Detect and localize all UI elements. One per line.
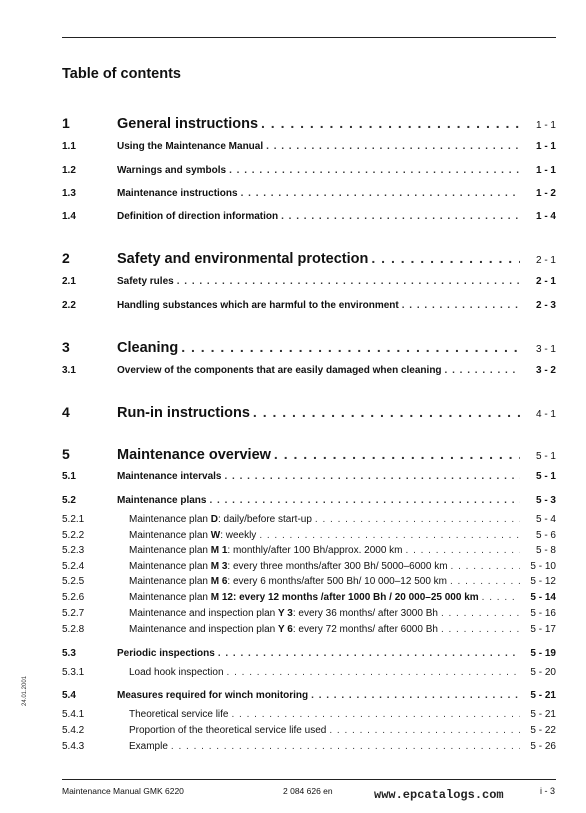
toc-entry[interactable] bbox=[62, 592, 556, 603]
toc-entry[interactable] bbox=[62, 648, 556, 659]
toc-entry-page: 1 - 1 bbox=[535, 165, 556, 176]
toc-entry-number: 1.4 bbox=[62, 211, 76, 222]
toc-leader-dots bbox=[178, 339, 520, 355]
toc-entry-title-detail: : every 6 months/after 500 Bh/ 10 000–12 500 km bbox=[227, 576, 447, 587]
toc-entry-title bbox=[129, 624, 438, 635]
toc-entry-number: 5.4.2 bbox=[62, 725, 85, 736]
toc-entry-number: 5 bbox=[62, 446, 70, 462]
toc-entry-page: 5 - 10 bbox=[530, 561, 556, 572]
toc-entry-title: Safety and environmental protection bbox=[117, 251, 369, 267]
toc-leader-dots bbox=[215, 648, 520, 659]
toc-leader-dots bbox=[256, 530, 520, 541]
toc-entry[interactable] bbox=[62, 624, 556, 635]
toc-entry-title: Run-in instructions bbox=[117, 405, 250, 421]
toc-entry-number: 3 bbox=[62, 339, 70, 355]
toc-entry-number: 5.3 bbox=[62, 648, 76, 659]
toc-entry-page: 1 - 1 bbox=[535, 141, 556, 152]
toc-entry-title-text: Maintenance plan bbox=[129, 592, 211, 603]
toc-leader-dots bbox=[174, 276, 520, 287]
toc-entry-number: 4 bbox=[62, 404, 70, 420]
toc-leader-dots bbox=[168, 741, 520, 752]
toc-entry-title-text: Maintenance and inspection plan bbox=[129, 608, 278, 619]
toc-entry-number: 3.1 bbox=[62, 365, 76, 376]
toc-entry[interactable] bbox=[62, 276, 556, 287]
toc-entry-page: 2 - 1 bbox=[535, 255, 556, 266]
toc-entry-title: Definition of direction information bbox=[117, 211, 279, 222]
toc-entry-title-text: Maintenance and inspection plan bbox=[129, 624, 278, 635]
toc-entry-title: Warnings and symbols bbox=[117, 165, 227, 176]
toc-entry[interactable] bbox=[62, 115, 556, 132]
toc-entry[interactable] bbox=[62, 339, 556, 356]
toc-leader-dots bbox=[447, 576, 520, 587]
toc-entry-title bbox=[129, 576, 447, 587]
toc-entry-title: Measures required for winch monitoring bbox=[117, 690, 309, 701]
toc-entry-number: 5.4.3 bbox=[62, 741, 85, 752]
toc-entry[interactable] bbox=[62, 741, 556, 752]
toc-entry-title: Maintenance instructions bbox=[117, 188, 238, 199]
toc-entry-number: 5.2.5 bbox=[62, 576, 85, 587]
toc-entry-title bbox=[129, 608, 438, 619]
toc-entry-number: 5.2.2 bbox=[62, 530, 85, 541]
toc-entry[interactable] bbox=[62, 404, 556, 421]
toc-entry[interactable] bbox=[62, 471, 556, 482]
toc-entry-plan-code: Y 6 bbox=[278, 624, 293, 635]
toc-entry-page: 5 - 21 bbox=[530, 690, 556, 701]
toc-entry-title bbox=[129, 725, 326, 736]
toc-entry-page: 5 - 20 bbox=[530, 667, 556, 678]
toc-entry-number: 5.2.1 bbox=[62, 514, 85, 525]
toc-entry-title-detail: : monthly/after 100 Bh/approx. 2000 km bbox=[227, 545, 403, 556]
toc-entry-plan-code: M 1 bbox=[210, 545, 228, 556]
toc-leader-dots bbox=[206, 495, 520, 506]
toc-entry-page: 1 - 2 bbox=[535, 188, 556, 199]
toc-entry-title bbox=[129, 545, 403, 556]
toc-entry-plan-code: D bbox=[210, 514, 218, 525]
toc-entry-title-text: Maintenance plan bbox=[129, 530, 211, 541]
toc-entry-page: 2 - 3 bbox=[535, 300, 556, 311]
toc-entry[interactable] bbox=[62, 667, 556, 678]
toc-entry[interactable] bbox=[62, 709, 556, 720]
toc-entry-title: Periodic inspections bbox=[117, 648, 215, 659]
toc-entry-page: 3 - 2 bbox=[535, 365, 556, 376]
toc-leader-dots bbox=[263, 141, 520, 152]
toc-entry-title: General instructions bbox=[117, 116, 259, 132]
toc-entry-number: 5.2.7 bbox=[62, 608, 85, 619]
toc-entry-title bbox=[129, 514, 312, 525]
toc-entry-number: 5.3.1 bbox=[62, 667, 85, 678]
toc-leader-dots bbox=[278, 211, 520, 222]
toc-entry[interactable] bbox=[62, 530, 556, 541]
toc-leader-dots bbox=[438, 624, 520, 635]
toc-entry-title-text: Maintenance plan bbox=[129, 561, 211, 572]
toc-entry[interactable] bbox=[62, 725, 556, 736]
toc-entry-title: Maintenance plans bbox=[117, 495, 207, 506]
toc-entry-title bbox=[129, 530, 256, 541]
toc-leader-dots bbox=[479, 592, 520, 603]
side-date: 24.01.2001 bbox=[22, 675, 28, 706]
toc-entry-title: Cleaning bbox=[117, 340, 179, 356]
toc-entry[interactable] bbox=[62, 446, 556, 463]
toc-entry-page: 3 - 1 bbox=[535, 344, 556, 355]
toc-entry[interactable] bbox=[62, 365, 556, 376]
toc-leader-dots bbox=[403, 545, 520, 556]
footer-doc-number: 2 084 626 en bbox=[283, 786, 333, 796]
toc-entry-title: Maintenance overview bbox=[117, 447, 271, 463]
toc-leader-dots bbox=[228, 709, 520, 720]
toc-entry-page: 5 - 3 bbox=[535, 495, 556, 506]
toc-entry-title: Maintenance intervals bbox=[117, 471, 222, 482]
toc-leader-dots bbox=[442, 365, 520, 376]
toc-entry-page: 1 - 1 bbox=[535, 120, 556, 131]
toc-entry[interactable] bbox=[62, 608, 556, 619]
toc-entry-number: 2.2 bbox=[62, 300, 76, 311]
footer-rule bbox=[62, 779, 556, 780]
toc-leader-dots bbox=[438, 608, 520, 619]
toc-entry-title: Safety rules bbox=[117, 276, 174, 287]
toc-leader-dots bbox=[224, 667, 520, 678]
toc-entry[interactable] bbox=[62, 250, 556, 267]
toc-leader-dots bbox=[399, 300, 520, 311]
toc-entry-page: 5 - 14 bbox=[530, 592, 556, 603]
toc-leader-dots bbox=[238, 188, 520, 199]
toc-entry-page: 4 - 1 bbox=[535, 409, 556, 420]
toc-entry-page: 5 - 17 bbox=[530, 624, 556, 635]
toc-entry-title bbox=[129, 741, 168, 752]
toc-leader-dots bbox=[226, 165, 520, 176]
toc-entry[interactable] bbox=[62, 514, 556, 525]
toc-leader-dots bbox=[368, 250, 520, 266]
toc-entry[interactable] bbox=[62, 165, 556, 176]
toc-entry-title-detail: : every 72 months/ after 6000 Bh bbox=[292, 624, 438, 635]
toc-leader-dots bbox=[258, 115, 520, 131]
toc-entry-page: 5 - 26 bbox=[530, 741, 556, 752]
toc-leader-dots bbox=[326, 725, 520, 736]
toc-entry-page: 5 - 21 bbox=[530, 709, 556, 720]
toc-entry-plan-code: M 6 bbox=[210, 576, 228, 587]
toc-entry-number: 1 bbox=[62, 115, 70, 131]
toc-entry-title-text: Maintenance plan bbox=[129, 576, 211, 587]
toc-entry-title-text: Proportion of the theoretical service life used bbox=[129, 725, 327, 736]
toc-entry-number: 5.2.8 bbox=[62, 624, 85, 635]
toc-entry-number: 1.1 bbox=[62, 141, 76, 152]
toc-entry-number: 1.3 bbox=[62, 188, 76, 199]
toc-entry-page: 5 - 1 bbox=[535, 451, 556, 462]
toc-leader-dots bbox=[271, 446, 520, 462]
toc-leader-dots bbox=[312, 514, 520, 525]
toc-entry-title bbox=[129, 709, 228, 720]
toc-entry-title-text: Maintenance plan bbox=[129, 545, 211, 556]
toc-entry-page: 1 - 4 bbox=[535, 211, 556, 222]
toc-leader-dots bbox=[308, 690, 520, 701]
toc-entry-plan-code: W bbox=[210, 530, 221, 541]
toc-entry-title-detail: : daily/before start-up bbox=[217, 514, 312, 525]
page-title: Table of contents bbox=[62, 66, 181, 82]
toc-leader-dots bbox=[221, 471, 520, 482]
toc-leader-dots bbox=[448, 561, 520, 572]
toc-entry-page: 5 - 6 bbox=[535, 530, 556, 541]
toc-entry-page: 5 - 4 bbox=[535, 514, 556, 525]
toc-entry-number: 5.4 bbox=[62, 690, 76, 701]
toc-entry-page: 2 - 1 bbox=[535, 276, 556, 287]
toc-entry-page: 5 - 8 bbox=[535, 545, 556, 556]
toc-entry[interactable] bbox=[62, 576, 556, 587]
toc-entry-page: 5 - 1 bbox=[535, 471, 556, 482]
header-rule bbox=[62, 37, 556, 38]
toc-entry[interactable] bbox=[62, 300, 556, 311]
toc-entry-page: 5 - 19 bbox=[530, 648, 556, 659]
toc-entry-page: 5 - 22 bbox=[530, 725, 556, 736]
toc-entry-number: 5.4.1 bbox=[62, 709, 85, 720]
toc-entry-number: 2 bbox=[62, 250, 70, 266]
toc-entry-title-text: Example bbox=[129, 741, 168, 752]
toc-entry[interactable] bbox=[62, 545, 556, 556]
toc-entry[interactable] bbox=[62, 141, 556, 152]
footer-manual-title: Maintenance Manual GMK 6220 bbox=[62, 786, 184, 796]
toc-entry-page: 5 - 12 bbox=[530, 576, 556, 587]
toc-entry-title-detail: : weekly bbox=[220, 530, 257, 541]
toc-entry-title: Handling substances which are harmful to the environment bbox=[117, 300, 399, 311]
toc-entry[interactable] bbox=[62, 690, 556, 701]
toc-entry-title: Using the Maintenance Manual bbox=[117, 141, 264, 152]
toc-entry-title-detail: : every 36 months/ after 3000 Bh bbox=[292, 608, 438, 619]
footer-page-number: i - 3 bbox=[540, 786, 556, 796]
toc-entry-title bbox=[129, 667, 224, 678]
toc-entry-number: 5.2.6 bbox=[62, 592, 85, 603]
toc-entry[interactable] bbox=[62, 561, 556, 572]
toc-entry-plan-code: M 3 bbox=[210, 561, 228, 572]
toc-leader-dots bbox=[250, 404, 520, 420]
toc-entry-plan-code: M 12: every 12 months /after 1000 Bh / 20 000–25 000 km bbox=[210, 592, 479, 603]
toc-entry-title-text: Load hook inspection bbox=[129, 667, 224, 678]
toc-entry-plan-code: Y 3 bbox=[278, 608, 293, 619]
toc-entry-number: 5.1 bbox=[62, 471, 76, 482]
toc-entry-title bbox=[129, 561, 448, 572]
toc-entry-title-text: Maintenance plan bbox=[129, 514, 211, 525]
toc-entry-title-detail: : every three months/after 300 Bh/ 5000–6000 km bbox=[227, 561, 448, 572]
toc-entry-number: 5.2 bbox=[62, 495, 76, 506]
toc-entry-number: 5.2.4 bbox=[62, 561, 85, 572]
toc-entry-title bbox=[129, 592, 479, 603]
toc-entry-number: 1.2 bbox=[62, 165, 76, 176]
toc-entry-title: Overview of the components that are easily damaged when cleaning bbox=[117, 365, 442, 376]
toc-entry-number: 5.2.3 bbox=[62, 545, 85, 556]
toc-entry[interactable] bbox=[62, 188, 556, 199]
toc-entry-page: 5 - 16 bbox=[530, 608, 556, 619]
toc-entry[interactable] bbox=[62, 495, 556, 506]
toc-entry-number: 2.1 bbox=[62, 276, 76, 287]
footer-watermark: www.epcatalogs.com bbox=[374, 788, 504, 802]
toc-entry[interactable] bbox=[62, 211, 556, 222]
toc-entry-title-text: Theoretical service life bbox=[129, 709, 229, 720]
